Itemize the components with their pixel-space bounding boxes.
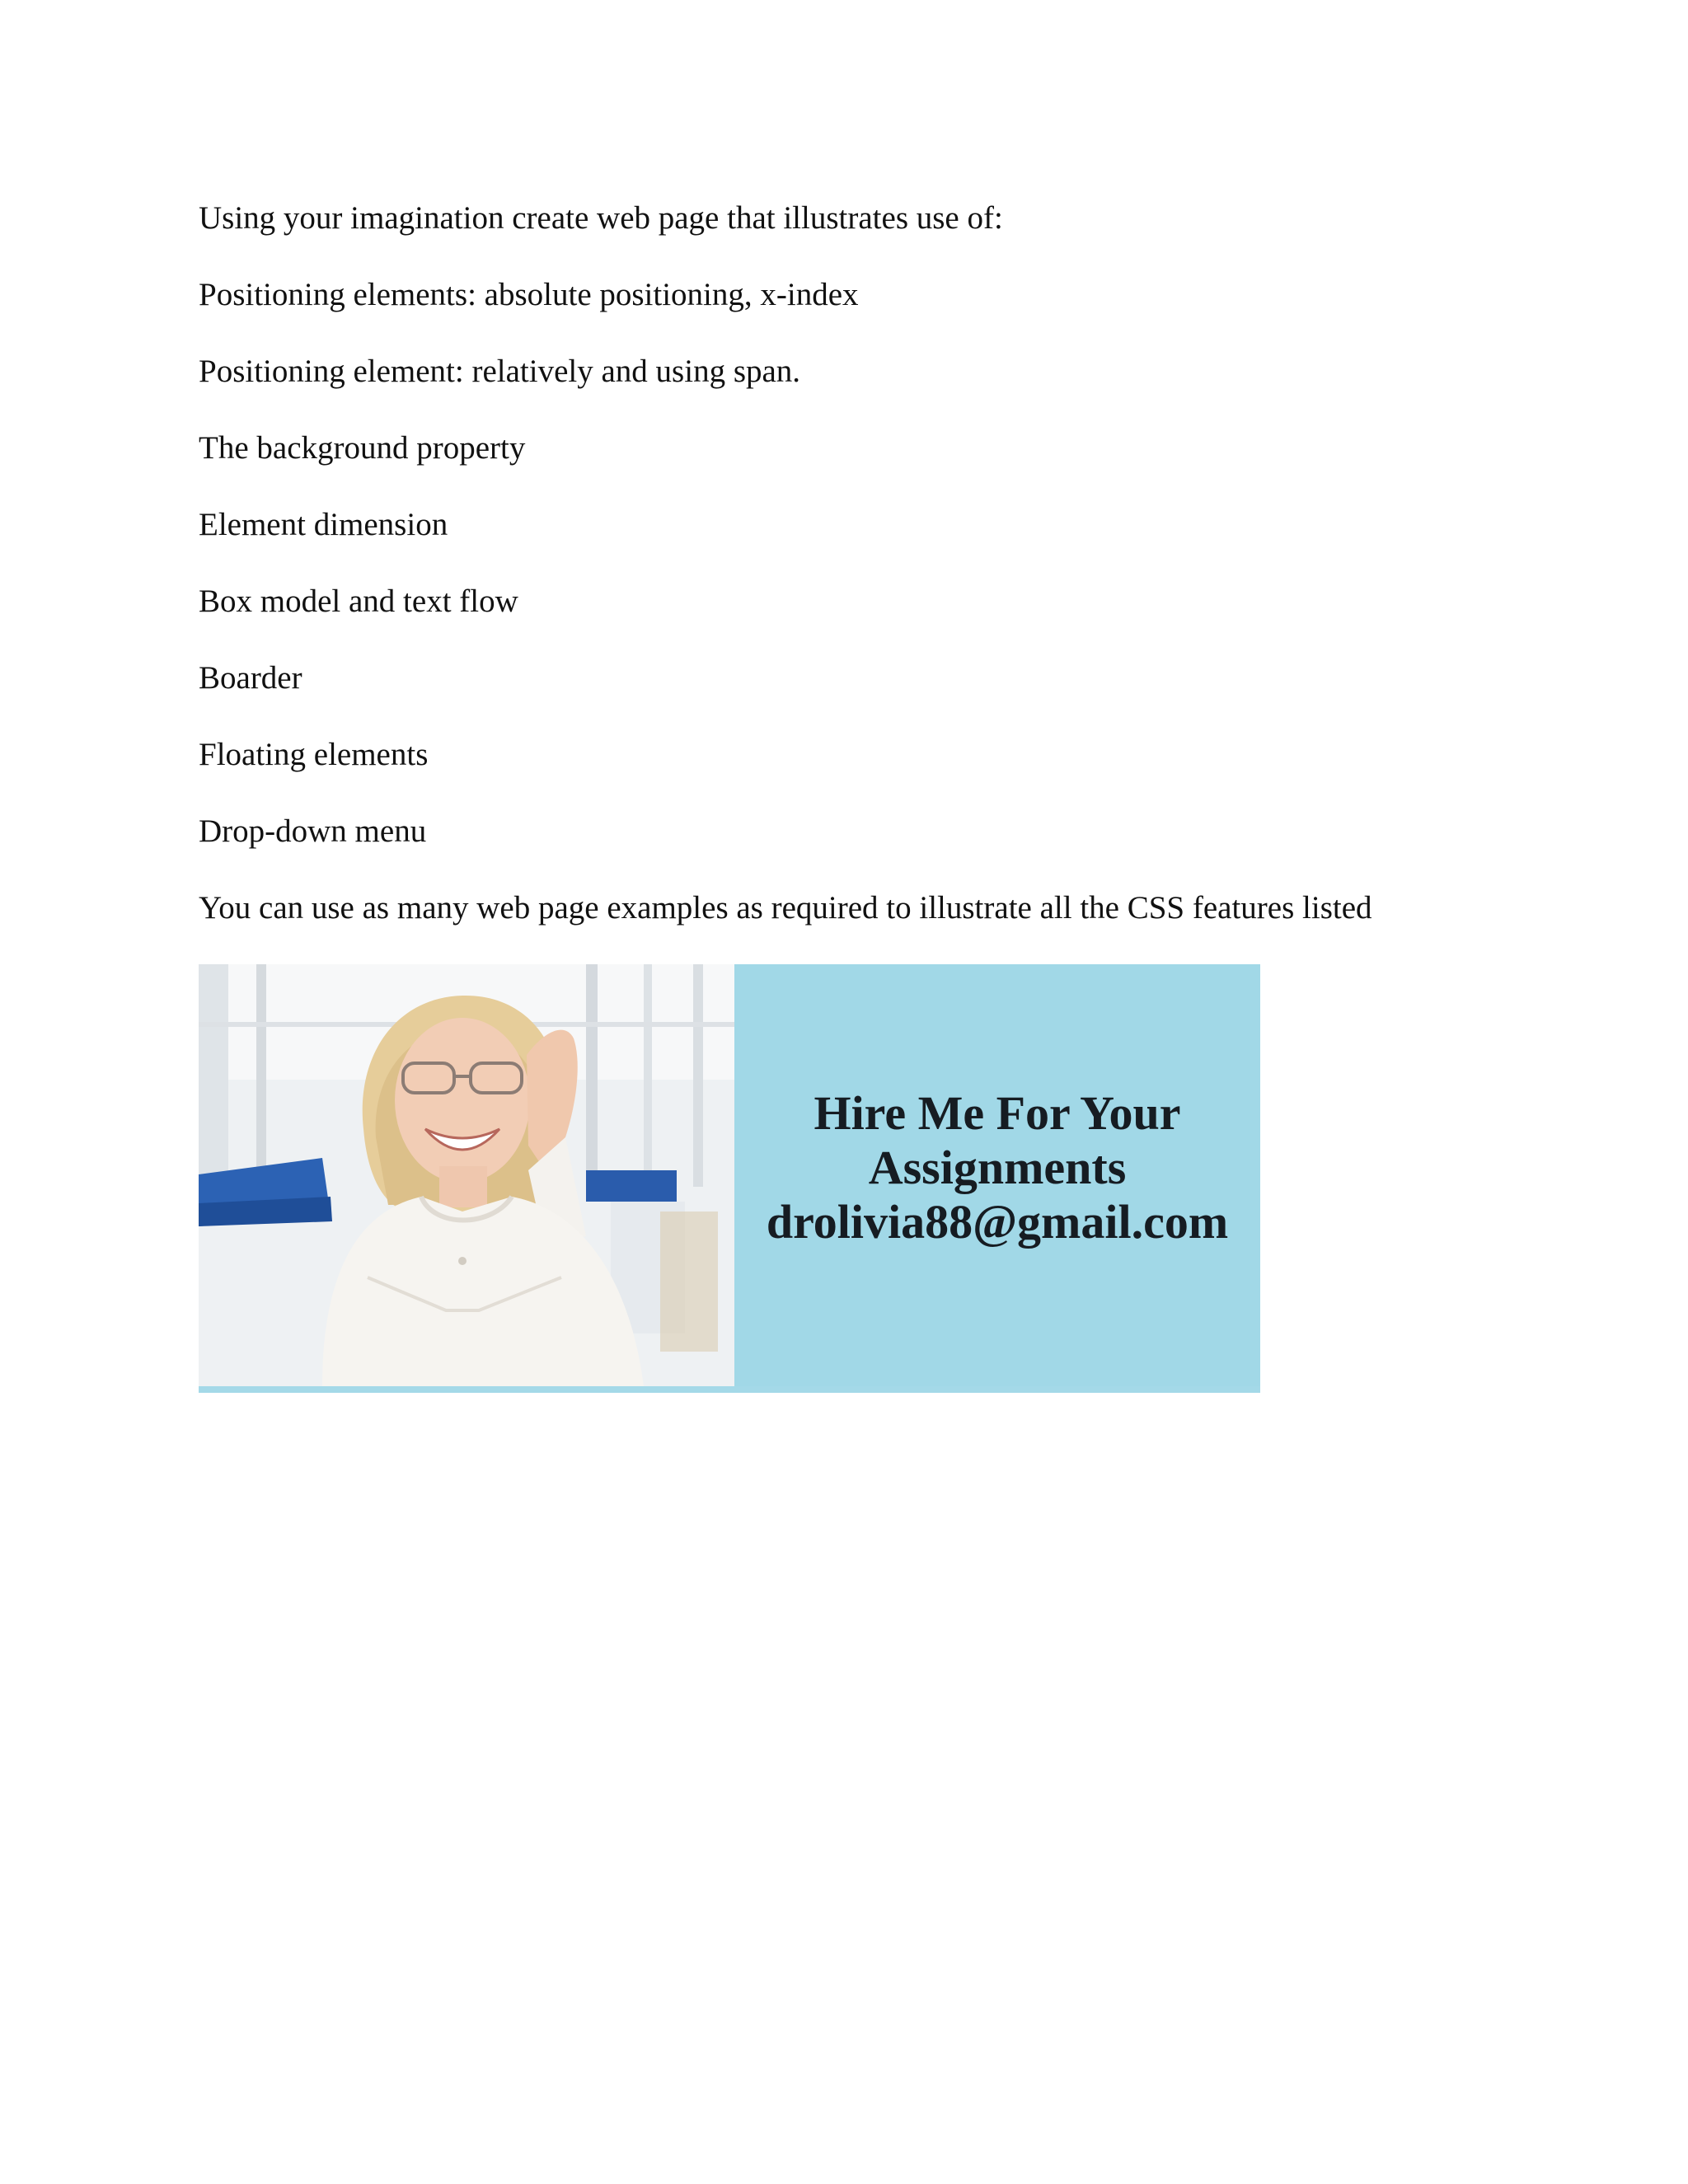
requirement-item: The background property <box>199 430 526 466</box>
advertisement-banner <box>199 964 1260 1393</box>
requirement-item: Boarder <box>199 660 302 696</box>
requirement-item: Drop-down menu <box>199 813 427 849</box>
requirement-item: Floating elements <box>199 737 429 772</box>
ad-headline: Hire Me For Your <box>814 1086 1181 1140</box>
ad-subheadline: Assignments <box>868 1141 1127 1194</box>
woman-photo <box>199 964 734 1386</box>
closing-line: You can use as many web page examples as required to illustrate all the CSS features listed <box>199 890 1372 926</box>
requirement-item: Positioning elements: absolute positioning, x-index <box>199 277 859 312</box>
banner-bottom-strip <box>199 1386 1260 1393</box>
requirement-item: Box model and text flow <box>199 583 518 619</box>
ad-email: drolivia88@gmail.com <box>766 1195 1229 1249</box>
intro-line: Using your imagination create web page that illustrates use of: <box>199 200 1003 236</box>
ad-text-panel <box>734 964 1260 1386</box>
requirement-item: Element dimension <box>199 507 448 542</box>
requirement-item: Positioning element: relatively and using span. <box>199 354 801 389</box>
assignment-text <box>199 196 1649 963</box>
